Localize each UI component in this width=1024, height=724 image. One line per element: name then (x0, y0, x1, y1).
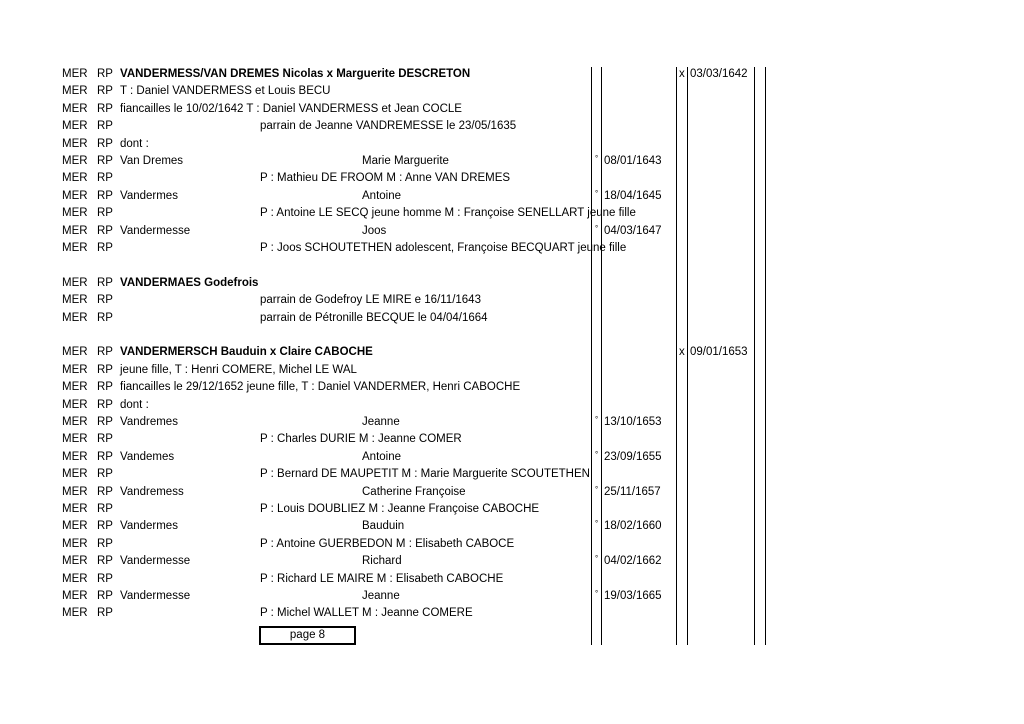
record-row (0, 397, 1024, 414)
marriage-mark: x (679, 68, 685, 80)
rp-code: RP (97, 68, 113, 80)
baptism-mark: ° (595, 223, 599, 233)
record-row (0, 83, 1024, 100)
record-row (0, 518, 1024, 535)
column-divider (601, 67, 602, 645)
marriage-date: 09/01/1653 (690, 346, 748, 359)
entry-text: Vandermes (120, 189, 178, 202)
rp-code: RP (97, 102, 113, 115)
page-number-label: page 8 (289, 629, 326, 641)
entry-text: Vandremess (120, 485, 184, 498)
mer-code: MER (62, 155, 88, 167)
mer-code: MER (62, 485, 88, 498)
mer-code: MER (62, 207, 88, 220)
baptism-date: 18/04/1645 (604, 189, 662, 202)
mer-code: MER (62, 172, 88, 185)
entry-text: fiancailles le 10/02/1642 T : Daniel VANDERMESS et Jean COCLE (120, 102, 462, 115)
rp-code: RP (97, 155, 113, 167)
rp-code: RP (97, 242, 113, 254)
record-row (0, 605, 1024, 622)
rp-code: RP (97, 207, 113, 220)
rp-code: RP (97, 381, 113, 394)
record-row (0, 223, 1024, 240)
mer-code: MER (62, 276, 88, 289)
rp-code: RP (97, 224, 113, 237)
mer-code: MER (62, 590, 88, 602)
record-row (0, 118, 1024, 135)
entry-text: Vandermesse (120, 555, 191, 568)
first-name: Antoine (362, 450, 402, 463)
entry-text: Vandermesse (120, 224, 191, 237)
baptism-mark: ° (595, 449, 599, 459)
entry-detail: parrain de Godefroy LE MIRE e 16/11/1643 (260, 294, 481, 307)
rp-code: RP (97, 520, 113, 533)
record-row (0, 414, 1024, 431)
column-divider (591, 67, 592, 645)
record-row (0, 170, 1024, 187)
rp-code: RP (97, 450, 113, 463)
rp-code: RP (97, 416, 113, 428)
mer-code: MER (62, 555, 88, 568)
record-row (0, 466, 1024, 483)
entry-text: Vandermesse (120, 590, 191, 602)
rp-code: RP (97, 572, 113, 585)
mer-code: MER (62, 572, 88, 585)
entry-text: VANDERMESS/VAN DREMES Nicolas x Marguerite DESCRETON (120, 68, 471, 80)
entry-text: jeune fille, T : Henri COMERE, Michel LE WAL (120, 363, 357, 376)
baptism-mark: ° (595, 154, 599, 163)
record-row (0, 362, 1024, 379)
record-row (0, 431, 1024, 448)
record-row (0, 257, 1024, 274)
rp-code: RP (97, 120, 113, 133)
mer-code: MER (62, 85, 88, 98)
record-row (0, 327, 1024, 344)
record-row (0, 101, 1024, 118)
rp-code: RP (97, 276, 113, 289)
entry-text: VANDERMERSCH Bauduin x Claire CABOCHE (120, 346, 373, 359)
mer-code: MER (62, 450, 88, 463)
first-name: Antoine (362, 189, 402, 202)
entry-detail: P : Antoine GUERBEDON M : Elisabeth CABOCE (260, 537, 515, 550)
rp-code: RP (97, 363, 113, 376)
mer-code: MER (62, 346, 88, 359)
rp-code: RP (97, 537, 113, 550)
first-name: Catherine Françoise (362, 485, 466, 498)
baptism-date: 04/03/1647 (604, 224, 662, 237)
mer-code: MER (62, 242, 88, 254)
baptism-date: 04/02/1662 (604, 555, 662, 568)
rp-code: RP (97, 137, 113, 150)
record-row (0, 379, 1024, 396)
entry-detail: P : Charles DURIE M : Jeanne COMER (260, 433, 462, 446)
mer-code: MER (62, 68, 88, 80)
mer-code: MER (62, 120, 88, 133)
entry-text: dont : (120, 137, 149, 150)
baptism-mark: ° (595, 589, 599, 598)
entry-detail: P : Michel WALLET M : Jeanne COMERE (260, 607, 473, 620)
record-row (0, 292, 1024, 309)
entry-text: Vandemes (120, 450, 175, 463)
baptism-date: 25/11/1657 (604, 485, 661, 498)
record-row (0, 449, 1024, 466)
record-row (0, 188, 1024, 205)
baptism-mark: ° (595, 519, 599, 529)
mer-code: MER (62, 381, 88, 394)
entry-detail: parrain de Jeanne VANDREMESSE le 23/05/1635 (260, 120, 517, 133)
column-divider (676, 67, 677, 645)
baptism-mark: ° (595, 554, 599, 564)
baptism-date: 18/02/1660 (604, 520, 662, 533)
first-name: Jeanne (362, 590, 400, 602)
entry-detail: P : Bernard DE MAUPETIT M : Marie Marguerite SCOUTETHEN (260, 468, 590, 481)
first-name: Richard (362, 555, 402, 568)
mer-code: MER (62, 311, 88, 324)
entry-detail: P : Louis DOUBLIEZ M : Jeanne Françoise CABOCHE (260, 503, 540, 515)
entry-detail: P : Joos SCHOUTETHEN adolescent, Françoise BECQUART jeune fille (260, 242, 627, 254)
entry-detail: parrain de Pétronille BECQUE le 04/04/1664 (260, 311, 488, 324)
rp-code: RP (97, 607, 113, 620)
mer-code: MER (62, 537, 88, 550)
mer-code: MER (62, 224, 88, 237)
rp-code: RP (97, 398, 113, 411)
mer-code: MER (62, 137, 88, 150)
entry-text: Vandermes (120, 520, 178, 533)
rp-code: RP (97, 294, 113, 307)
record-row (0, 205, 1024, 222)
rp-code: RP (97, 468, 113, 481)
record-row (0, 501, 1024, 518)
rp-code: RP (97, 346, 113, 359)
rp-code: RP (97, 503, 113, 515)
record-row (0, 275, 1024, 292)
column-divider (765, 67, 766, 645)
entry-text: VANDERMAES Godefrois (120, 276, 259, 289)
record-row (0, 240, 1024, 257)
first-name: Bauduin (362, 520, 405, 533)
rp-code: RP (97, 189, 113, 202)
record-row (0, 136, 1024, 153)
mer-code: MER (62, 102, 88, 115)
baptism-date: 13/10/1653 (604, 416, 662, 428)
entry-text: Vandremes (120, 416, 178, 428)
rp-code: RP (97, 590, 113, 602)
column-divider (687, 67, 688, 645)
mer-code: MER (62, 416, 88, 428)
mer-code: MER (62, 294, 88, 307)
entry-detail: P : Richard LE MAIRE M : Elisabeth CABOCHE (260, 572, 504, 585)
record-row (0, 344, 1024, 361)
first-name: Marie Marguerite (362, 155, 449, 167)
rp-code: RP (97, 311, 113, 324)
record-row (0, 484, 1024, 501)
record-row (0, 571, 1024, 588)
mer-code: MER (62, 363, 88, 376)
record-row (0, 310, 1024, 327)
baptism-date: 08/01/1643 (604, 155, 662, 167)
entry-detail: P : Antoine LE SECQ jeune homme M : Françoise SENELLART jeune fille (260, 207, 636, 220)
record-row (0, 536, 1024, 553)
baptism-mark: ° (595, 415, 599, 424)
rp-code: RP (97, 555, 113, 568)
column-divider (754, 67, 755, 645)
baptism-mark: ° (595, 188, 599, 198)
mer-code: MER (62, 503, 88, 515)
entry-text: dont : (120, 398, 149, 411)
mer-code: MER (62, 468, 88, 481)
baptism-date: 23/09/1655 (604, 450, 662, 463)
baptism-mark: ° (595, 484, 599, 494)
record-row (0, 153, 1024, 170)
entry-detail: P : Mathieu DE FROOM M : Anne VAN DREMES (260, 172, 511, 185)
mer-code: MER (62, 398, 88, 411)
entry-text: Van Dremes (120, 155, 184, 167)
mer-code: MER (62, 433, 88, 446)
marriage-date: 03/03/1642 (690, 68, 748, 80)
record-row (0, 66, 1024, 83)
entry-text: fiancailles le 29/12/1652 jeune fille, T : Daniel VANDERMER, Henri CABOCHE (120, 381, 521, 394)
rp-code: RP (97, 485, 113, 498)
rp-code: RP (97, 85, 113, 98)
page-number-box (259, 626, 356, 645)
mer-code: MER (62, 520, 88, 533)
first-name: Jeanne (362, 416, 400, 428)
baptism-date: 19/03/1665 (604, 590, 662, 602)
entry-text: T : Daniel VANDERMESS et Louis BECU (120, 85, 331, 98)
record-row (0, 553, 1024, 570)
rp-code: RP (97, 172, 113, 185)
marriage-mark: x (679, 346, 685, 359)
rp-code: RP (97, 433, 113, 446)
mer-code: MER (62, 607, 88, 620)
first-name: Joos (362, 224, 387, 237)
record-row (0, 588, 1024, 605)
mer-code: MER (62, 189, 88, 202)
